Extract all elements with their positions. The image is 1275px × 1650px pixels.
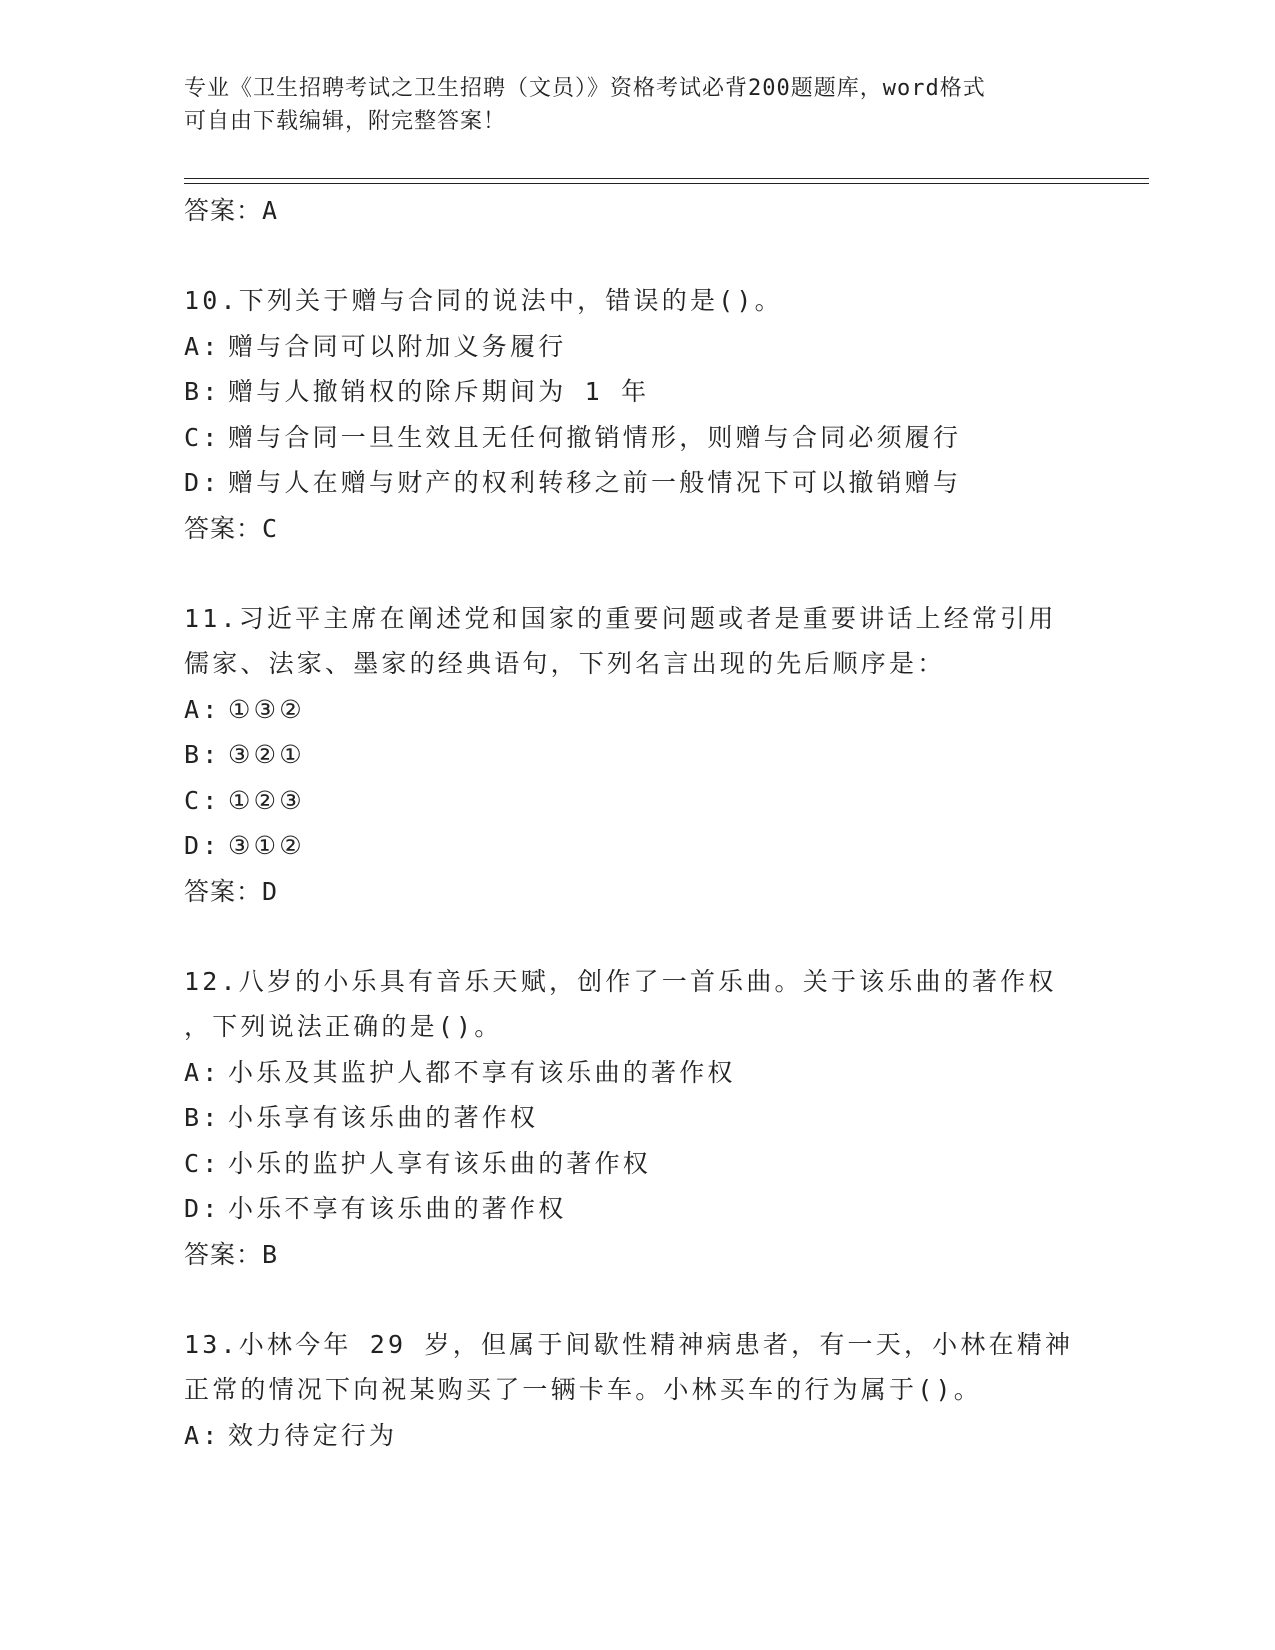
- option-text: 赠与合同可以附加义务履行: [228, 331, 567, 361]
- answer-option: [184, 1413, 1084, 1459]
- answer-option: [184, 460, 1084, 506]
- option-letter: B:: [184, 740, 221, 769]
- option-text: 小乐的监护人享有该乐曲的著作权: [228, 1148, 652, 1178]
- option-text: 赠与人在赠与财产的权利转移之前一般情况下可以撤销赠与: [228, 468, 962, 497]
- question-block: [184, 596, 1084, 869]
- question-block: [184, 959, 1084, 1232]
- option-text: 赠与合同一旦生效且无任何撤销情形，则赠与合同必须履行: [228, 422, 962, 452]
- question-spacer: [184, 1278, 1084, 1322]
- option-letter: D:: [184, 1194, 221, 1223]
- option-letter: D:: [184, 831, 221, 860]
- option-text: ①③②: [228, 694, 305, 724]
- option-letter: A:: [184, 331, 221, 361]
- question-spacer: [184, 915, 1084, 959]
- question-spacer: [184, 552, 1084, 596]
- header-title-line-2: 可自由下载编辑，附完整答案！: [184, 109, 507, 134]
- question-block: [184, 278, 1084, 506]
- question-text: 13.小林今年 29 岁，但属于间歇性精神病患者，有一天，小林在精神: [184, 1329, 1074, 1359]
- answer-option: [184, 778, 1084, 824]
- answer-line: 答案：A: [184, 196, 279, 225]
- option-letter: B:: [184, 377, 221, 406]
- question-text: 儒家、法家、墨家的经典语句，下列名言出现的先后顺序是：: [184, 649, 946, 678]
- question-spacer: [184, 234, 1084, 278]
- option-letter: A:: [184, 1057, 221, 1087]
- answer-option: [184, 1186, 1084, 1232]
- option-letter: A:: [184, 694, 221, 724]
- question-list: [184, 188, 1084, 1458]
- answer-option: [184, 823, 1084, 869]
- header-title-line-1: 专业《卫生招聘考试之卫生招聘（文员）》资格考试必背200题题库，word格式: [184, 76, 986, 101]
- question-block: [184, 1322, 1084, 1459]
- answer-option: [184, 1095, 1084, 1141]
- option-text: 小乐及其监护人都不享有该乐曲的著作权: [228, 1057, 736, 1087]
- option-text: 赠与人撤销权的除斥期间为 1 年: [228, 377, 650, 406]
- question-text: 11.习近平主席在阐述党和国家的重要问题或者是重要讲话上经常引用: [184, 603, 1057, 633]
- answer-option: [184, 1050, 1084, 1096]
- answer-line: 答案：D: [184, 876, 279, 906]
- answer-line: 答案：C: [184, 513, 279, 543]
- option-letter: C:: [184, 1148, 221, 1178]
- option-text: 效力待定行为: [228, 1420, 398, 1450]
- option-text: ③②①: [228, 740, 305, 769]
- document-header: [184, 72, 1064, 138]
- option-letter: C:: [184, 422, 221, 452]
- option-letter: C:: [184, 785, 221, 815]
- option-letter: A:: [184, 1420, 221, 1450]
- question-text: 10.下列关于赠与合同的说法中，错误的是()。: [184, 286, 783, 315]
- answer-option: [184, 1141, 1084, 1187]
- header-divider-bottom: [184, 183, 1149, 184]
- question-text: ，下列说法正确的是()。: [184, 1012, 503, 1041]
- answer-option: [184, 324, 1084, 370]
- option-text: 小乐不享有该乐曲的著作权: [228, 1194, 567, 1223]
- question-text: 正常的情况下向祝某购买了一辆卡车。小林买车的行为属于()。: [184, 1375, 982, 1404]
- header-divider-top: [184, 178, 1149, 179]
- option-text: 小乐享有该乐曲的著作权: [228, 1103, 539, 1132]
- question-text: 12.八岁的小乐具有音乐天赋，创作了一首乐曲。关于该乐曲的著作权: [184, 966, 1057, 996]
- option-text: ①②③: [228, 785, 305, 815]
- option-letter: B:: [184, 1103, 221, 1132]
- option-letter: D:: [184, 468, 221, 497]
- answer-line: 答案：B: [184, 1239, 279, 1269]
- answer-option: [184, 369, 1084, 415]
- option-text: ③①②: [228, 831, 305, 860]
- answer-option: [184, 415, 1084, 461]
- answer-option: [184, 687, 1084, 733]
- answer-option: [184, 732, 1084, 778]
